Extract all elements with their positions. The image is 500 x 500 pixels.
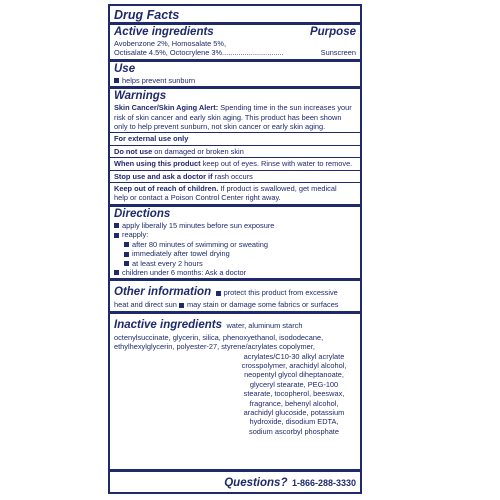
- direction-item: reapply:: [122, 230, 149, 240]
- do-not-use: Do not use on damaged or broken skin: [114, 146, 244, 156]
- use-item: helps prevent sunburn: [122, 75, 196, 85]
- bullet-icon: [114, 233, 119, 238]
- questions-line: [110, 472, 360, 492]
- alert-bold: Skin Cancer/Skin Aging Alert:: [114, 103, 219, 113]
- bullet-icon: [124, 242, 129, 247]
- direction-item: children under 6 months: Ask a doctor: [122, 267, 247, 277]
- inactive-section: [114, 314, 356, 483]
- phone-number: 1-866-288-3330: [291, 478, 356, 488]
- keep-out-of-reach: Keep out of reach of children. If product is swallowed, get medical help or contact a Poison Control Center right away.: [114, 184, 337, 203]
- active-heading: Active ingredients: [114, 26, 214, 38]
- questions-label: Questions?: [224, 477, 288, 489]
- other-info-section: [114, 281, 356, 310]
- other-text: may stain or damage some fabrics or surfaces: [186, 300, 339, 310]
- when-using: When using this product keep out of eyes. Rinse with water to remove.: [114, 159, 353, 169]
- bullet-icon: [124, 261, 129, 266]
- alert-text: Spending time in the sun increases your: [220, 103, 352, 113]
- drug-facts-panel: [108, 4, 362, 494]
- bullet-icon: [179, 303, 184, 308]
- bullet-icon: [114, 223, 119, 228]
- bullet-icon: [114, 270, 119, 275]
- inactive-text: water, aluminum starch: [226, 320, 303, 330]
- other-heading: Other information: [114, 286, 212, 299]
- directions-section: [114, 207, 356, 278]
- use-heading: Use: [114, 62, 136, 75]
- stop-use: Stop use and ask a doctor if rash occurs: [114, 171, 253, 181]
- inactive-text: octenylsuccinate, glycerin, silica, phenoxyethanol, isododecane,: [114, 332, 324, 342]
- warnings-heading: Warnings: [114, 90, 167, 103]
- direction-item: apply liberally 15 minutes before sun exposure: [122, 220, 275, 230]
- directions-heading: Directions: [114, 207, 171, 220]
- alert-text: risk of skin cancer and early skin aging. This product has been shown: [114, 112, 342, 122]
- active-line-2: Octisalate 4.5%, Octocrylene 3%..............................: [114, 48, 284, 58]
- bullet-icon: [124, 252, 129, 257]
- bullet-icon: [114, 78, 119, 83]
- external-use: For external use only: [114, 134, 189, 144]
- inactive-column: acrylates/C10-30 alkyl acrylate crosspolymer, arachidyl alcohol, neopentyl glycol diheptanoate, glyceryl stearate, PEG-100 stearate, tocopherol, beeswax, fragrance, behenyl alcohol, arachidyl glucoside, potassium hydroxide, disodium EDTA, sodium ascorbyl phosphate: [241, 351, 347, 436]
- warnings-section: [114, 89, 356, 132]
- bullet-icon: [216, 291, 221, 296]
- active-line-1: Avobenzone 2%, Homosalate 5%,: [114, 39, 227, 48]
- direction-item: at least every 2 hours: [132, 258, 203, 268]
- other-text: protect this product from excessive: [223, 288, 338, 298]
- purpose-heading: Purpose: [309, 26, 356, 38]
- alert-text: only to help prevent sunburn, not skin cancer or early skin aging.: [114, 122, 326, 132]
- other-text: heat and direct sun: [114, 300, 177, 310]
- inactive-heading: Inactive ingredients: [114, 318, 223, 331]
- inactive-text: ethylhexylglycerin, polyester-27, styrene/acrylates copolymer,: [114, 342, 315, 352]
- use-section: [114, 62, 356, 86]
- drug-facts-title: Drug Facts: [114, 8, 180, 22]
- direction-item: after 80 minutes of swimming or sweating: [132, 239, 268, 249]
- purpose-value: Sunscreen: [320, 48, 356, 58]
- direction-item: immediately after towel drying: [132, 249, 230, 259]
- active-section: [114, 25, 356, 59]
